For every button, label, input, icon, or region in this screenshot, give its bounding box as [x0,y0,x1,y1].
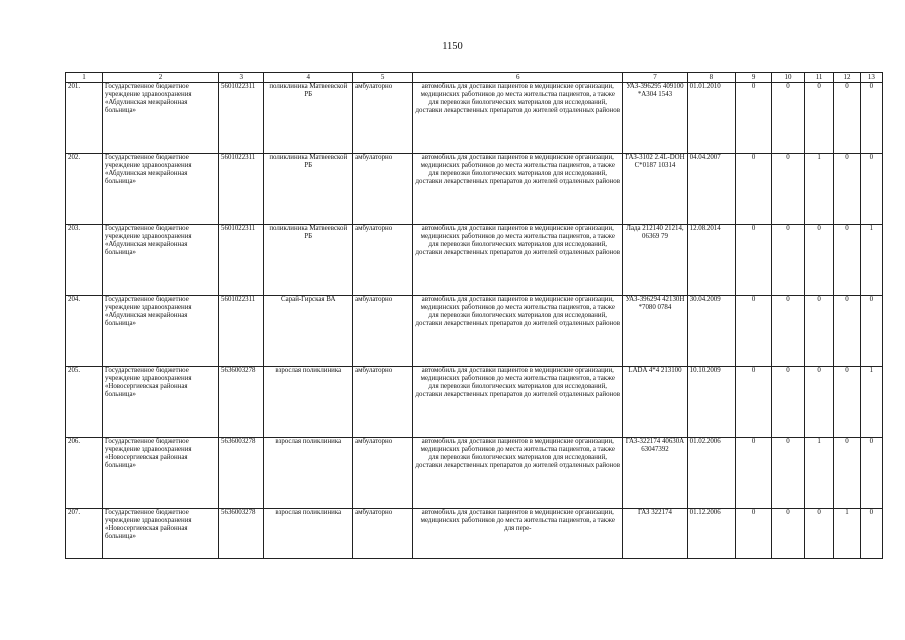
division-name: взрослая поликлиника [264,509,353,559]
division-name: взрослая поликлиника [264,367,353,438]
column-11-value: 1 [804,438,834,509]
row-number: 207. [66,509,103,559]
column-9-value: 0 [736,438,772,509]
column-header: 13 [860,73,882,83]
column-9-value: 0 [736,225,772,296]
column-13-value: 1 [860,225,882,296]
column-11-value: 0 [804,509,834,559]
vehicle-purpose: автомобиль для доставки пациентов в медицинские организации, медицинских работников до места жительства пациентов, а также для перевозки биологических материалов для исследований, доставки лекарственных препаратов до жителей отдаленных районов [413,83,623,154]
division-name: поликлиника Матвеевской РБ [264,154,353,225]
table-row [66,509,883,559]
division-name: Сарай-Гирская ВА [264,296,353,367]
column-13-value: 0 [860,296,882,367]
column-13-value: 0 [860,438,882,509]
column-13-value: 1 [860,367,882,438]
column-11-value: 0 [804,296,834,367]
vehicle-model: ГАЗ-322174 40630А 63047392 [623,438,687,509]
column-header: 6 [413,73,623,83]
organization-name: Государственное бюджетное учреждение здравоохранения «Абдулинская межрайонная больница» [102,154,218,225]
care-condition: амбулаторно [353,225,413,296]
row-number: 204. [66,296,103,367]
column-header: 4 [264,73,353,83]
vehicle-purpose: автомобиль для доставки пациентов в медицинские организации, медицинских работников до места жительства пациентов, а также для перевозки биологических материалов для исследований, доставки лекарственных препаратов до жителей отдаленных районов [413,154,623,225]
column-9-value: 0 [736,509,772,559]
column-header: 7 [623,73,687,83]
column-12-value: 0 [834,296,860,367]
vehicle-purpose: автомобиль для доставки пациентов в медицинские организации, медицинских работников до места жительства пациентов, а также для перевозки биологических материалов для исследований, доставки лекарственных препаратов до жителей отдаленных районов [413,225,623,296]
division-name: поликлиника Матвеевской РБ [264,225,353,296]
organization-name: Государственное бюджетное учреждение здравоохранения «Новосергиевская районная больница» [102,509,218,559]
vehicle-date: 01.01.2010 [687,83,736,154]
table-row [66,438,883,509]
care-condition: амбулаторно [353,296,413,367]
header-row [66,73,883,83]
organization-code: 5601022311 [219,296,264,367]
vehicle-model: ГАЗ 322174 [623,509,687,559]
column-12-value: 0 [834,367,860,438]
column-12-value: 1 [834,509,860,559]
organization-name: Государственное бюджетное учреждение здравоохранения «Абдулинская межрайонная больница» [102,83,218,154]
organization-code: 5636003278 [219,367,264,438]
vehicle-date: 01.02.2006 [687,438,736,509]
care-condition: амбулаторно [353,154,413,225]
column-header: 9 [736,73,772,83]
column-12-value: 0 [834,83,860,154]
column-header: 11 [804,73,834,83]
column-header: 10 [772,73,805,83]
care-condition: амбулаторно [353,509,413,559]
row-number: 201. [66,83,103,154]
table-row [66,83,883,154]
vehicle-model: УАЗ-396295 409100*А304 1543 [623,83,687,154]
organization-code: 5636003278 [219,509,264,559]
row-number: 202. [66,154,103,225]
column-10-value: 0 [772,83,805,154]
vehicle-purpose: автомобиль для доставки пациентов в медицинские организации, медицинских работников до места жительства пациентов, а также для перевозки биологических материалов для исследований, доставки лекарственных препаратов до жителей отдаленных районов [413,438,623,509]
column-11-value: 1 [804,154,834,225]
vehicle-date: 12.08.2014 [687,225,736,296]
column-header: 5 [353,73,413,83]
vehicle-purpose: автомобиль для доставки пациентов в медицинские организации, медицинских работников до места жительства пациентов, а также для пере- [413,509,623,559]
column-11-value: 0 [804,367,834,438]
column-9-value: 0 [736,296,772,367]
division-name: поликлиника Матвеевской РБ [264,83,353,154]
column-header: 3 [219,73,264,83]
vehicle-purpose: автомобиль для доставки пациентов в медицинские организации, медицинских работников до места жительства пациентов, а также для перевозки биологических материалов для исследований, доставки лекарственных препаратов до жителей отдаленных районов [413,367,623,438]
organization-code: 5601022311 [219,225,264,296]
column-9-value: 0 [736,154,772,225]
vehicle-date: 04.04.2007 [687,154,736,225]
column-10-value: 0 [772,225,805,296]
table-row [66,367,883,438]
organization-code: 5601022311 [219,154,264,225]
vehicle-registry-table [65,72,883,559]
column-11-value: 0 [804,225,834,296]
organization-code: 5636003278 [219,438,264,509]
vehicle-model: Лада 212140 21214,06369 79 [623,225,687,296]
column-11-value: 0 [804,83,834,154]
column-10-value: 0 [772,154,805,225]
column-header: 12 [834,73,860,83]
care-condition: амбулаторно [353,367,413,438]
organization-name: Государственное бюджетное учреждение здравоохранения «Новосергиевская районная больница» [102,438,218,509]
vehicle-model: УАЗ-396294 42130Н*7080 0784 [623,296,687,367]
care-condition: амбулаторно [353,438,413,509]
organization-code: 5601022311 [219,83,264,154]
vehicle-purpose: автомобиль для доставки пациентов в медицинские организации, медицинских работников до места жительства пациентов, а также для перевозки биологических материалов для исследований, доставки лекарственных препаратов до жителей отдаленных районов [413,296,623,367]
vehicle-date: 01.12.2006 [687,509,736,559]
column-9-value: 0 [736,367,772,438]
column-10-value: 0 [772,438,805,509]
column-header: 8 [687,73,736,83]
vehicle-model: LADA 4*4 213100 [623,367,687,438]
column-9-value: 0 [736,83,772,154]
row-number: 203. [66,225,103,296]
vehicle-model: ГАЗ-3102 2.4L-DOHC*0187 10314 [623,154,687,225]
column-13-value: 0 [860,83,882,154]
table-row [66,225,883,296]
row-number: 206. [66,438,103,509]
column-13-value: 0 [860,509,882,559]
column-12-value: 0 [834,438,860,509]
organization-name: Государственное бюджетное учреждение здравоохранения «Абдулинская межрайонная больница» [102,296,218,367]
vehicle-date: 30.04.2009 [687,296,736,367]
column-13-value: 0 [860,154,882,225]
table-row [66,296,883,367]
column-10-value: 0 [772,296,805,367]
vehicle-date: 10.10.2009 [687,367,736,438]
organization-name: Государственное бюджетное учреждение здравоохранения «Новосергиевская районная больница» [102,367,218,438]
division-name: взрослая поликлиника [264,438,353,509]
column-header: 1 [66,73,103,83]
care-condition: амбулаторно [353,83,413,154]
column-12-value: 0 [834,225,860,296]
column-10-value: 0 [772,509,805,559]
column-header: 2 [102,73,218,83]
table-row [66,154,883,225]
organization-name: Государственное бюджетное учреждение здравоохранения «Абдулинская межрайонная больница» [102,225,218,296]
row-number: 205. [66,367,103,438]
column-10-value: 0 [772,367,805,438]
column-12-value: 0 [834,154,860,225]
page-number: 1150 [442,41,463,52]
